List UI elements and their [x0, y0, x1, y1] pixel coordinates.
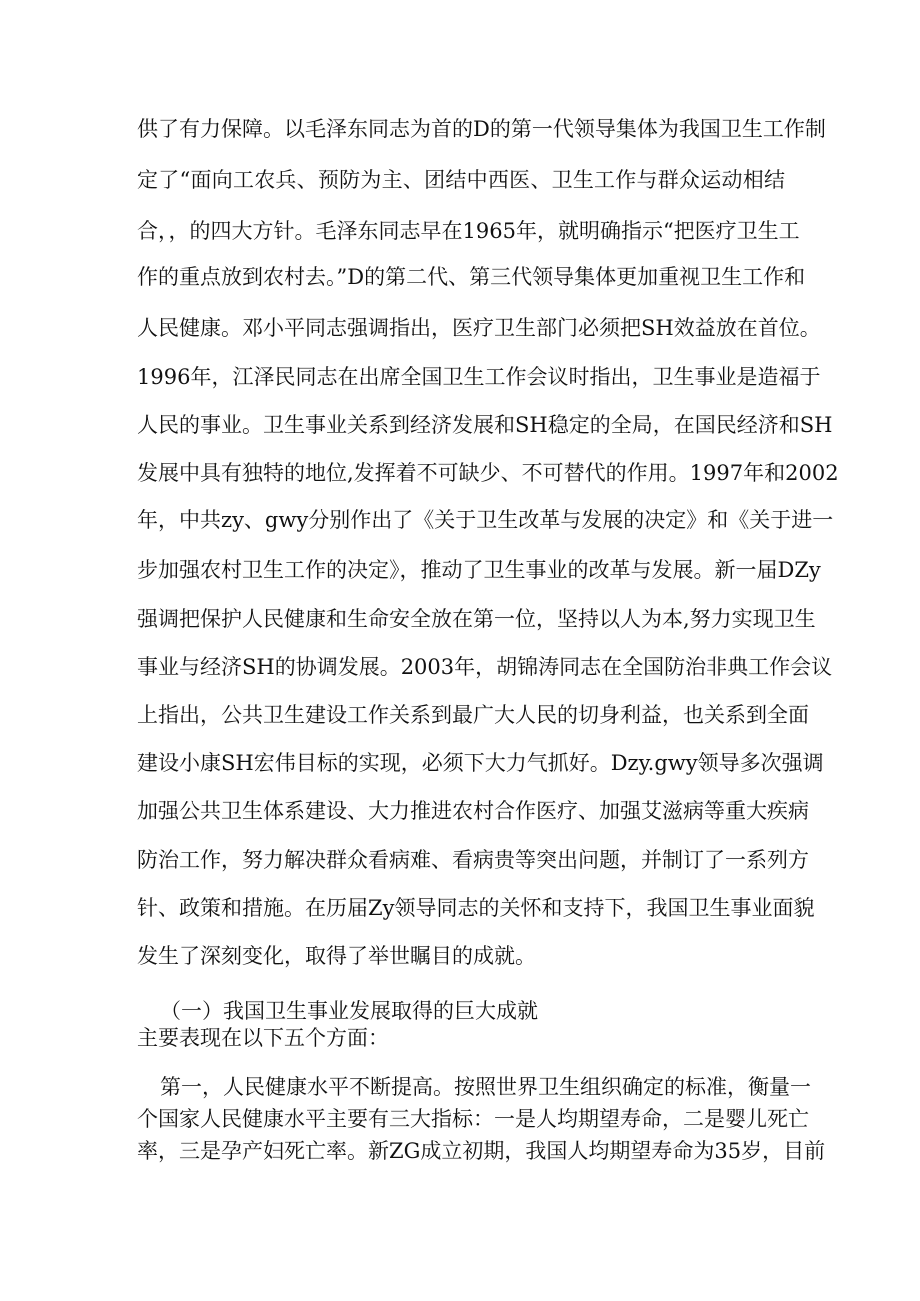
paragraph-line: 建设小康SH宏伟目标的实现，必须下大力气抓好。Dzy.gwy领导多次强调 — [137, 751, 824, 775]
section-subheading: 主要表现在以下五个方面： — [137, 1026, 389, 1050]
paragraph-line: 个国家人民健康水平主要有三大指标：一是人均期望寿命，二是婴儿死亡 — [137, 1107, 809, 1131]
paragraph-line: 第一，人民健康水平不断提高。按照世界卫生组织确定的标准，衡量一 — [160, 1075, 811, 1099]
paragraph-line: 年，中共zy、gwy分别作出了《关于卫生改革与发展的决定》和《关于进一 — [137, 508, 834, 532]
section-heading: （一）我国卫生事业发展取得的巨大成就 — [160, 999, 538, 1023]
paragraph-line: 1996年，江泽民同志在出席全国卫生工作会议时指出，卫生事业是造福于 — [137, 365, 821, 389]
paragraph-line: 加强公共卫生体系建设、大力推进农村合作医疗、加强艾滋病等重大疾病 — [137, 799, 809, 823]
paragraph-line: 发展中具有独特的地位,发挥着不可缺少、不可替代的作用。1997年和2002 — [137, 461, 839, 485]
paragraph-line: 事业与经济SH的协调发展。2003年，胡锦涛同志在全国防治非典工作会议 — [137, 655, 833, 679]
paragraph-line: 上指出，公共卫生建设工作关系到最广大人民的切身利益，也关系到全面 — [137, 703, 809, 727]
paragraph-line: 合，，的四大方针。毛泽东同志早在1965年，就明确指示“把医疗卫生工 — [137, 219, 800, 243]
paragraph-line: 作的重点放到农村去。”D的第二代、第三代领导集体更加重视卫生工作和 — [137, 265, 806, 289]
paragraph-line: 供了有力保障。以毛泽东同志为首的D的第一代领导集体为我国卫生工作制 — [137, 117, 826, 141]
paragraph-line: 针、政策和措施。在历届Zy领导同志的关怀和支持下，我国卫生事业面貌 — [137, 896, 815, 920]
paragraph-line: 人民的事业。卫生事业关系到经济发展和SH稳定的全局，在国民经济和SH — [137, 413, 833, 437]
paragraph-line: 率，三是孕产妇死亡率。新ZG成立初期，我国人均期望寿命为35岁，目前 — [137, 1139, 826, 1163]
paragraph-line: 人民健康。邓小平同志强调指出，医疗卫生部门必须把SH效益放在首位。 — [137, 316, 821, 340]
paragraph-line: 发生了深刻变化，取得了举世瞩目的成就。 — [137, 944, 536, 968]
paragraph-line: 步加强农村卫生工作的决定》，推动了卫生事业的改革与发展。新一届DZy — [137, 558, 821, 582]
paragraph-line: 强调把保护人民健康和生命安全放在第一位，坚持以人为本,努力实现卫生 — [137, 607, 816, 631]
paragraph-line: 定了“面向工农兵、预防为主、团结中西医、卫生工作与群众运动相结 — [137, 168, 785, 192]
paragraph-line: 防治工作，努力解决群众看病难、看病贵等突出问题，并制订了一系列方 — [137, 848, 809, 872]
